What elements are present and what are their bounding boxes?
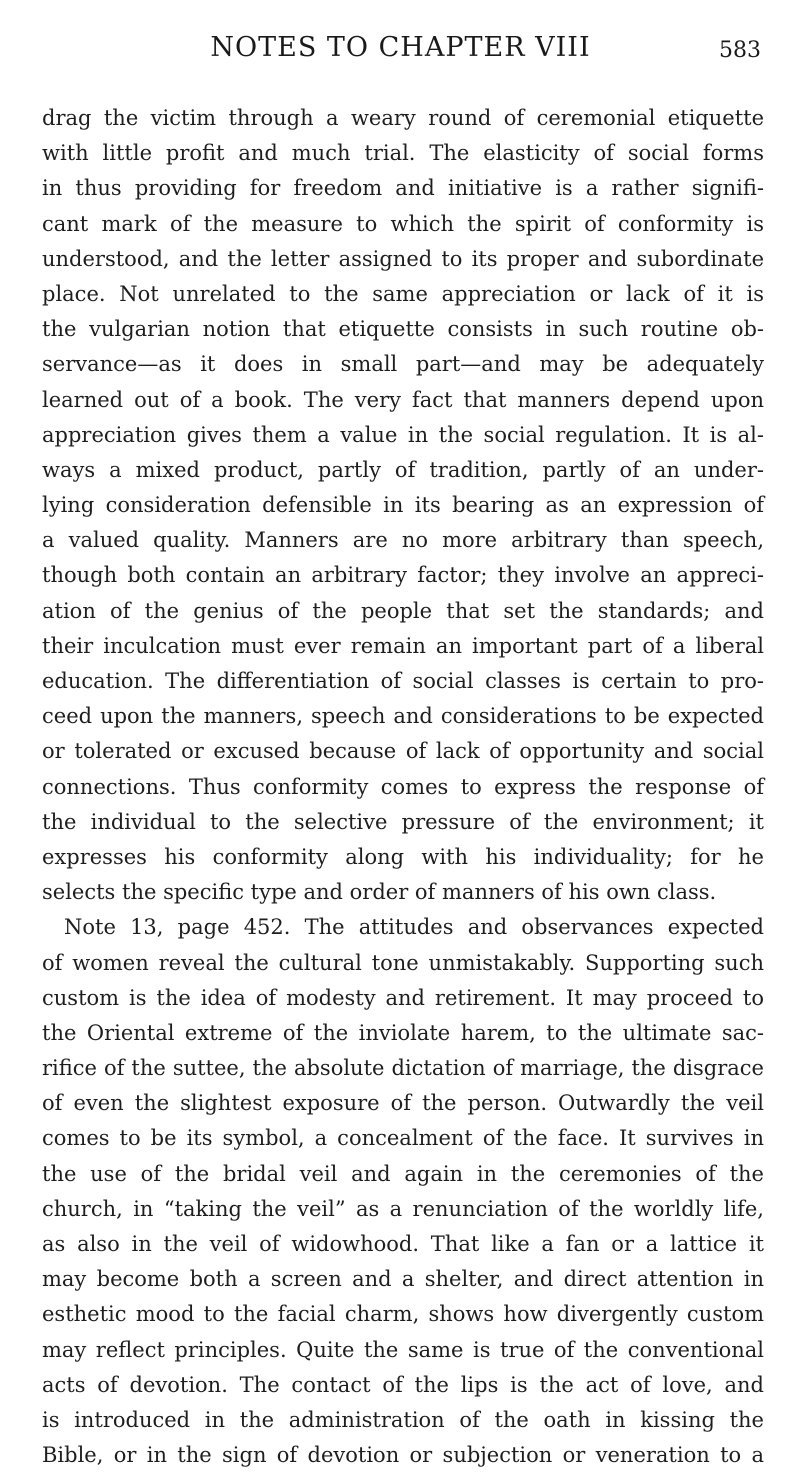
text-line: the individual to the selective pressure of the environment; it	[42, 809, 764, 834]
text-line: or tolerated or excused because of lack of opportunity and social	[42, 739, 764, 764]
text-line: a valued quality. Manners are no more arbitrary than speech,	[42, 528, 764, 553]
text-line: place. Not unrelated to the same appreciation or lack of it is	[42, 281, 764, 306]
page-number: 583	[719, 38, 761, 63]
running-head: NOTES TO CHAPTER VIII	[210, 32, 591, 63]
text-line: in thus providing for freedom and initiative is a rather signifi-	[42, 176, 764, 201]
text-line: appreciation gives them a value in the social regulation. It is al-	[42, 422, 764, 447]
text-line: Note 13, page 452. The attitudes and observances expected	[64, 915, 764, 940]
text-line: ceed upon the manners, speech and considerations to be expected	[42, 704, 764, 729]
text-line: with little profit and much trial. The elasticity of social forms	[42, 141, 764, 166]
text-line: though both contain an arbitrary factor; they involve an appreci-	[42, 563, 764, 588]
text-line: expresses his conformity along with his individuality; for he	[42, 844, 764, 869]
text-line: understood, and the letter assigned to its proper and subordinate	[42, 246, 764, 271]
text-line: ation of the genius of the people that set the standards; and	[42, 598, 764, 623]
text-line: as also in the veil of widowhood. That like a fan or a lattice it	[42, 1232, 764, 1256]
text-line: Bible, or in the sign of devotion or subjection or veneration to a	[42, 1443, 764, 1468]
body-text	[42, 101, 764, 1473]
page-header	[0, 32, 801, 72]
text-line: custom is the idea of modesty and retirement. It may proceed to	[42, 985, 764, 1010]
text-line: selects the specific type and order of manners of his own class.	[42, 880, 717, 905]
text-line: learned out of a book. The very fact that manners depend upon	[42, 387, 764, 412]
text-line: rifice of the suttee, the absolute dictation of marriage, the disgrace	[42, 1056, 764, 1081]
text-line: their inculcation must ever remain an important part of a liberal	[42, 633, 764, 658]
text-line: of even the slightest exposure of the person. Outwardly the veil	[42, 1091, 764, 1116]
text-line: drag the victim through a weary round of ceremonial etiquette	[42, 106, 764, 130]
text-line: servance—as it does in small part—and may be adequately	[42, 352, 764, 377]
text-line: of women reveal the cultural tone unmistakably. Supporting such	[42, 950, 764, 975]
text-line: connections. Thus conformity comes to express the response of	[42, 774, 764, 799]
text-line: the Oriental extreme of the inviolate harem, to the ultimate sac-	[42, 1020, 764, 1045]
text-line: lying consideration defensible in its bearing as an expression of	[42, 493, 764, 518]
text-line: may reflect principles. Quite the same is true of the conventional	[42, 1337, 764, 1362]
text-line: cant mark of the measure to which the spirit of conformity is	[42, 211, 764, 236]
text-line: esthetic mood to the facial charm, shows how divergently custom	[42, 1302, 764, 1327]
text-line: church, in “taking the veil” as a renunciation of the worldly life,	[42, 1196, 764, 1221]
text-line: may become both a screen and a shelter, and direct attention in	[42, 1267, 764, 1292]
text-line: acts of devotion. The contact of the lips is the act of love, and	[42, 1372, 764, 1397]
text-line: ways a mixed product, partly of tradition, partly of an under-	[42, 457, 764, 482]
text-line: the vulgarian notion that etiquette consists in such routine ob-	[42, 317, 764, 342]
text-line: education. The differentiation of social classes is certain to pro-	[42, 669, 764, 693]
text-line: the use of the bridal veil and again in the ceremonies of the	[42, 1161, 764, 1186]
text-line: is introduced in the administration of the oath in kissing the	[42, 1407, 764, 1432]
text-line: comes to be its symbol, a concealment of the face. It survives in	[42, 1126, 764, 1151]
